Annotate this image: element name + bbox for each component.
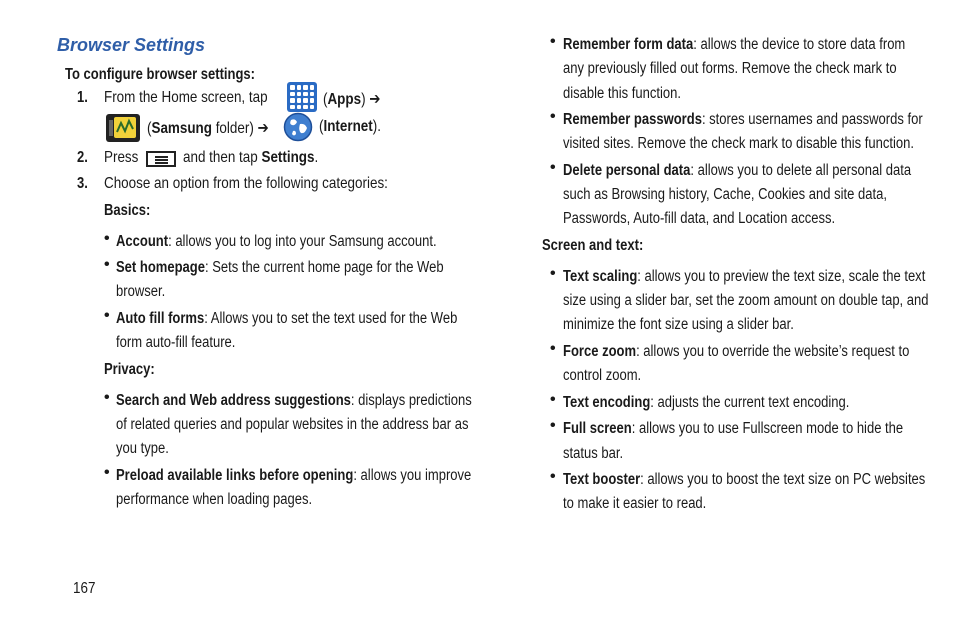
step-2-press: Press (104, 149, 139, 166)
screen-text-heading: Screen and text: (542, 237, 644, 254)
step-1-samsung: (Samsung folder) ➔ (147, 120, 269, 137)
page-number: 167 (73, 580, 96, 597)
page-title: Browser Settings (57, 35, 206, 55)
apps-grid-icon (287, 82, 317, 112)
menu-key-icon (146, 151, 176, 167)
step-1-text: From the Home screen, tap (104, 89, 268, 106)
intro-text: To configure browser settings: (65, 66, 256, 83)
privacy-heading: Privacy: (104, 361, 155, 378)
basics-heading: Basics: (104, 202, 151, 219)
step-3-number: 3. (77, 175, 88, 192)
step-1-number: 1. (77, 89, 88, 106)
internet-globe-icon (283, 112, 313, 142)
step-3-text: Choose an option from the following categories: (104, 175, 388, 192)
step-1-apps: (Apps) ➔ (323, 91, 381, 108)
step-1-internet: (Internet). (319, 118, 381, 135)
step-2-text: and then tap Settings. (183, 149, 319, 166)
step-2-number: 2. (77, 149, 88, 166)
samsung-folder-icon (105, 112, 141, 144)
